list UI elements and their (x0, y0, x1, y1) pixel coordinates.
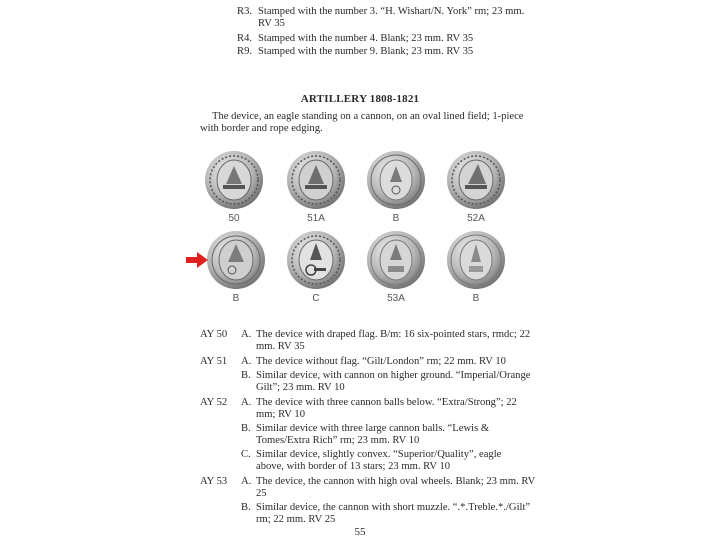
button-label: 53A (387, 293, 405, 304)
entry-text: RV 35 (258, 18, 285, 29)
entry-text: Gilt”; 23 mm. RV 10 (256, 382, 345, 393)
entry-text: Tomes/Extra Rich” rm; 23 mm. RV 10 (256, 435, 420, 446)
button-photo-grid (200, 150, 520, 312)
page-number: 55 (354, 526, 366, 538)
button-image (446, 230, 506, 290)
entry-letter: A. (241, 397, 252, 408)
entry-text: Similar device, with cannon on higher ground. “Imperial/Orange (256, 370, 531, 381)
entry-code-r3: R3. (237, 6, 253, 17)
button-label: 51A (307, 213, 325, 224)
entry-letter: B. (241, 370, 251, 381)
button-image (286, 150, 346, 210)
entry-text: The device with draped flag. B/m: 16 six-pointed stars, rmdc; 22 (256, 329, 531, 340)
button-image (366, 230, 426, 290)
entry-code-ay50: AY 50 (200, 329, 228, 340)
button-image (286, 230, 346, 290)
button-label: B (232, 293, 240, 304)
section-heading: ARTILLERY 1808-1821 (300, 93, 420, 105)
button-image (204, 150, 264, 210)
entry-code-r4: R4. (237, 33, 253, 44)
entry-text: 25 (256, 488, 267, 499)
entry-text: The device without flag. “Gilt/London” rm; 22 mm. RV 10 (256, 356, 506, 367)
entry-text: Similar device, slightly convex. “Superior/Quality”, eagle (256, 449, 502, 460)
entry-letter: B. (241, 423, 251, 434)
entry-text: The device with three cannon balls below. “Extra/Strong”; 22 (256, 397, 517, 408)
button-label: B (392, 213, 400, 224)
entry-text: Stamped with the number 9. Blank; 23 mm. RV 35 (258, 46, 474, 57)
button-label: 52A (467, 213, 485, 224)
entry-letter: A. (241, 476, 252, 487)
entry-letter: A. (241, 356, 252, 367)
entry-letter: A. (241, 329, 252, 340)
entry-letter: B. (241, 502, 251, 513)
intro-text: with border and rope edging. (200, 123, 323, 134)
button-label: C (312, 293, 320, 304)
entry-text: Stamped with the number 4. Blank; 23 mm. RV 35 (258, 33, 474, 44)
entry-text: Similar device with three large cannon balls. “Lewis & (256, 423, 490, 434)
button-image (366, 150, 426, 210)
entry-text: Stamped with the number 3. “H. Wishart/N. York” rm; 23 mm. (258, 6, 525, 17)
intro-text: The device, an eagle standing on a cannon, on an oval lined field; 1-piece (212, 111, 524, 122)
button-label: 50 (228, 213, 240, 224)
entry-code-r9: R9. (237, 46, 253, 57)
button-image (206, 230, 266, 290)
entry-text: Similar device, the cannon with short muzzle. “.*.Treble.*./Gilt” (256, 502, 531, 513)
button-label: B (472, 293, 480, 304)
entry-code-ay52: AY 52 (200, 397, 228, 408)
entry-text: mm. RV 35 (256, 341, 305, 352)
arrow-right-icon (186, 252, 208, 268)
entry-letter: C. (241, 449, 251, 460)
entry-code-ay53: AY 53 (200, 476, 228, 487)
entry-text: mm; RV 10 (256, 409, 305, 420)
entry-text: above, with border of 13 stars; 23 mm. RV 10 (256, 461, 451, 472)
entry-text: rm; 22 mm. RV 25 (256, 514, 336, 525)
entry-code-ay51: AY 51 (200, 356, 228, 367)
entry-text: The device, the cannon with high oval wheels. Blank; 23 mm. RV (256, 476, 536, 487)
button-image (446, 150, 506, 210)
